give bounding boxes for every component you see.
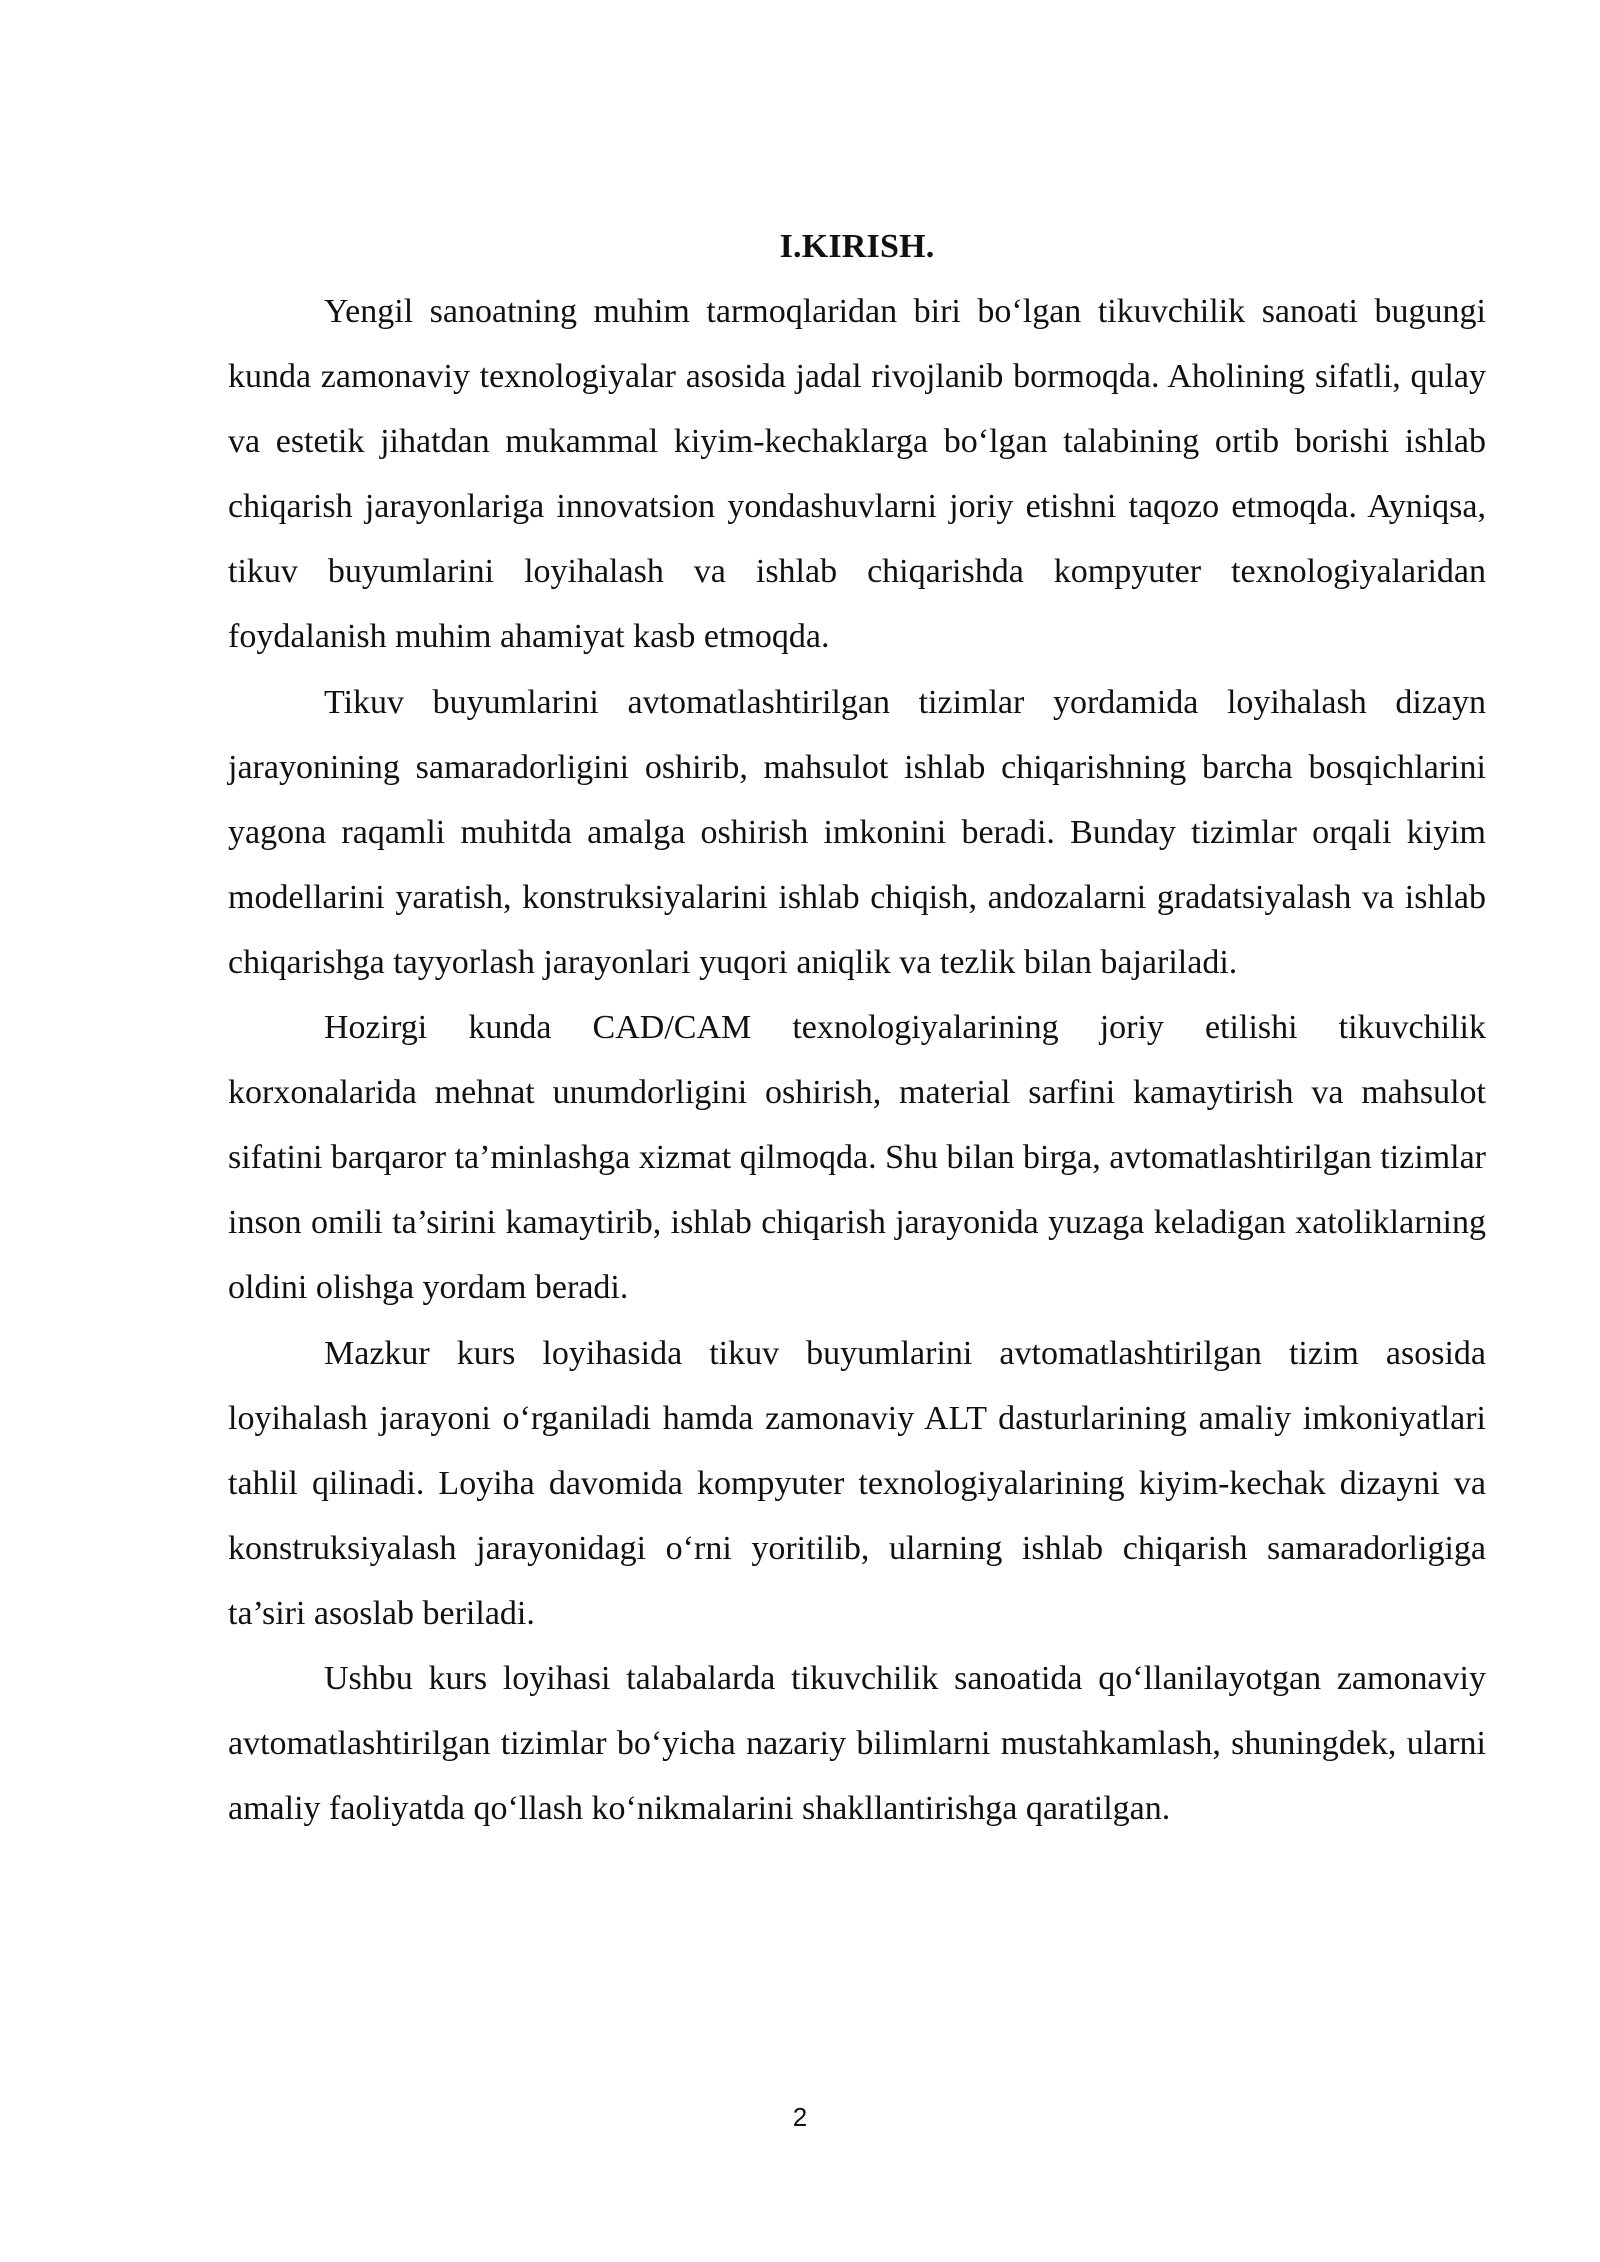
page-number: 2 [792, 2102, 808, 2132]
paragraph-4: Mazkur kurs loyihasida tikuv buyumlarini avtomatlashtirilgan tizim asosida loyihalash jarayoni o‘rganiladi hamda zamonaviy ALT dasturlarining amaliy imkoniyatlari tahlil qilinadi. Loyiha davomida kompyuter texnologiyalarining kiyim-kechak dizayni va konstruksiyalash jarayonidagi o‘rni yoritilib, ularning ishlab chiqarish samaradorligiga ta’siri asoslab beriladi. [228, 1334, 1486, 1632]
page-content [228, 214, 1486, 1841]
paragraph-1: Yengil sanoatning muhim tarmoqlaridan biri bo‘lgan tikuvchilik sanoati bugungi kunda zamonaviy texnologiyalar asosida jadal rivojlanib bormoqda. Aholining sifatli, qulay va estetik jihatdan mukammal kiyim-kechaklarga bo‘lgan talabining ortib borishi ishlab chiqarish jarayonlariga innovatsion yondashuvlarni joriy etishni taqozo etmoqda. Ayniqsa, tikuv buyumlarini loyihalash va ishlab chiqarishda kompyuter texnologiyalaridan foydalanish muhim ahamiyat kasb etmoqda. [228, 293, 1486, 656]
paragraph-5: Ushbu kurs loyihasi talabalarda tikuvchilik sanoatida qo‘llanilayotgan zamonaviy avtomatlashtirilgan tizimlar bo‘yicha nazariy bilimlarni mustahkamlash, shuningdek, ularni amaliy faoliyatda qo‘llash ko‘nikmalarini shakllantirishga qaratilgan. [228, 1659, 1486, 1828]
paragraph-3: Hozirgi kunda CAD/CAM texnologiyalarining joriy etilishi tikuvchilik korxonalarida mehnat unumdorligini oshirish, material sarfini kamaytirish va mahsulot sifatini barqaror ta’minlashga xizmat qilmoqda. Shu bilan birga, avtomatlashtirilgan tizimlar inson omili ta’sirini kamaytirib, ishlab chiqarish jarayonida yuzaga keladigan xatoliklarning oldini olishga yordam beradi. [228, 1009, 1486, 1307]
paragraph-2: Tikuv buyumlarini avtomatlashtirilgan tizimlar yordamida loyihalash dizayn jarayonining samaradorligini oshirib, mahsulot ishlab chiqarishning barcha bosqichlarini yagona raqamli muhitda amalga oshirish imkonini beradi. Bunday tizimlar orqali kiyim modellarini yaratish, konstruksiyalarini ishlab chiqish, andozalarni gradatsiyalash va ishlab chiqarishga tayyorlash jarayonlari yuqori aniqlik va tezlik bilan bajariladi. [228, 683, 1486, 981]
section-title: I.KIRISH. [779, 228, 935, 265]
